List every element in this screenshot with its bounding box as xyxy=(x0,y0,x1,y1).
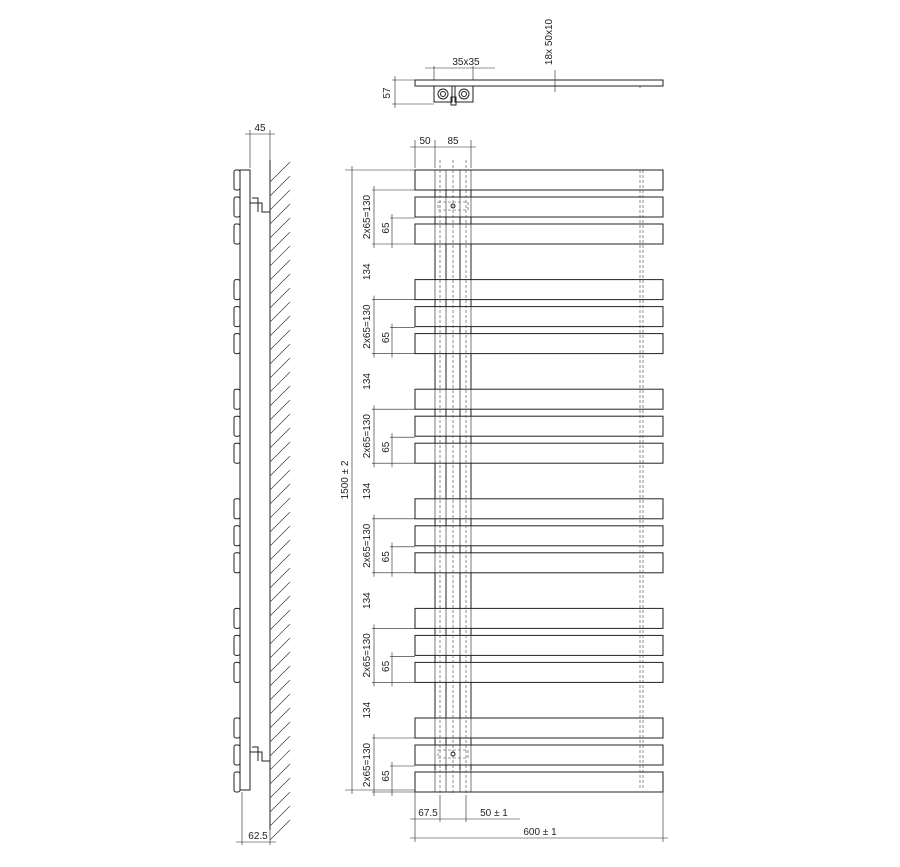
dim-bar: 65 xyxy=(381,222,392,234)
dim-group: 2x65=130 xyxy=(362,523,373,568)
front-bar xyxy=(415,224,663,244)
top-view-fitting-right xyxy=(455,86,473,102)
side-bar xyxy=(234,662,240,682)
side-bar xyxy=(234,280,240,300)
side-bar xyxy=(234,526,240,546)
side-view xyxy=(234,123,290,845)
side-bar xyxy=(234,334,240,354)
front-bar xyxy=(415,635,663,655)
side-bar xyxy=(234,197,240,217)
dim-bar: 65 xyxy=(381,770,392,782)
side-bar xyxy=(234,635,240,655)
side-bar xyxy=(234,553,240,573)
front-bar xyxy=(415,499,663,519)
dim-gap: 134 xyxy=(362,482,373,500)
dim-group: 2x65=130 xyxy=(362,194,373,240)
front-bar xyxy=(415,334,663,354)
front-bar xyxy=(415,280,663,300)
dim-group: 2x65=130 xyxy=(362,633,373,678)
top-view xyxy=(382,18,663,108)
front-bar xyxy=(415,307,663,327)
front-bar xyxy=(415,197,663,217)
dim-group: 2x65=130 xyxy=(362,742,373,788)
side-bracket-bottom xyxy=(250,747,270,761)
side-bracket-top xyxy=(250,198,270,212)
side-bar xyxy=(234,499,240,519)
group-dimensions xyxy=(362,186,415,796)
dim-gap: 134 xyxy=(362,701,373,719)
dim-height: 1500 ± 2 xyxy=(340,460,351,500)
front-bar xyxy=(415,608,663,628)
front-bar xyxy=(415,526,663,546)
dim-85: 85 xyxy=(447,136,459,147)
side-bars xyxy=(234,170,240,792)
dim-group: 2x65=130 xyxy=(362,414,373,459)
side-bar xyxy=(234,416,240,436)
wall-hatching xyxy=(270,162,290,840)
front-bar xyxy=(415,718,663,738)
dim-57: 57 xyxy=(382,87,393,99)
front-bar xyxy=(415,772,663,792)
side-collector xyxy=(240,170,250,790)
dim-45: 45 xyxy=(254,123,266,134)
dim-50: 50 xyxy=(419,136,431,147)
dim-bar: 65 xyxy=(381,441,392,453)
dim-gap: 134 xyxy=(362,373,373,390)
front-view xyxy=(340,136,668,842)
top-view-bar xyxy=(415,80,663,86)
dim-bar: 65 xyxy=(381,551,392,563)
side-bar xyxy=(234,745,240,765)
dim-bar: 65 xyxy=(381,660,392,672)
dim-group: 2x65=130 xyxy=(362,304,373,349)
side-bar xyxy=(234,443,240,463)
dim-18x-50x10: 18x 50x10 xyxy=(544,18,555,66)
front-bar xyxy=(415,416,663,436)
dim-62-5: 62.5 xyxy=(248,831,268,842)
side-bar xyxy=(234,224,240,244)
front-bar xyxy=(415,745,663,765)
dim-50-tol: 50 ± 1 xyxy=(480,808,508,819)
front-bar xyxy=(415,553,663,573)
side-bar xyxy=(234,718,240,738)
front-bars xyxy=(415,170,663,792)
side-bar xyxy=(234,307,240,327)
front-bar xyxy=(415,662,663,682)
front-bar xyxy=(415,389,663,409)
dim-67-5: 67.5 xyxy=(418,808,438,819)
front-bar xyxy=(415,443,663,463)
dim-width: 600 ± 1 xyxy=(523,827,557,838)
dim-bar: 65 xyxy=(381,332,392,344)
side-bar xyxy=(234,772,240,792)
side-bar xyxy=(234,170,240,190)
side-bar xyxy=(234,608,240,628)
dim-gap: 134 xyxy=(362,263,373,281)
dim-35x35: 35x35 xyxy=(452,57,480,68)
dim-gap: 134 xyxy=(362,592,373,609)
top-view-fitting-left xyxy=(434,86,452,102)
side-bar xyxy=(234,389,240,409)
front-bar xyxy=(415,170,663,190)
